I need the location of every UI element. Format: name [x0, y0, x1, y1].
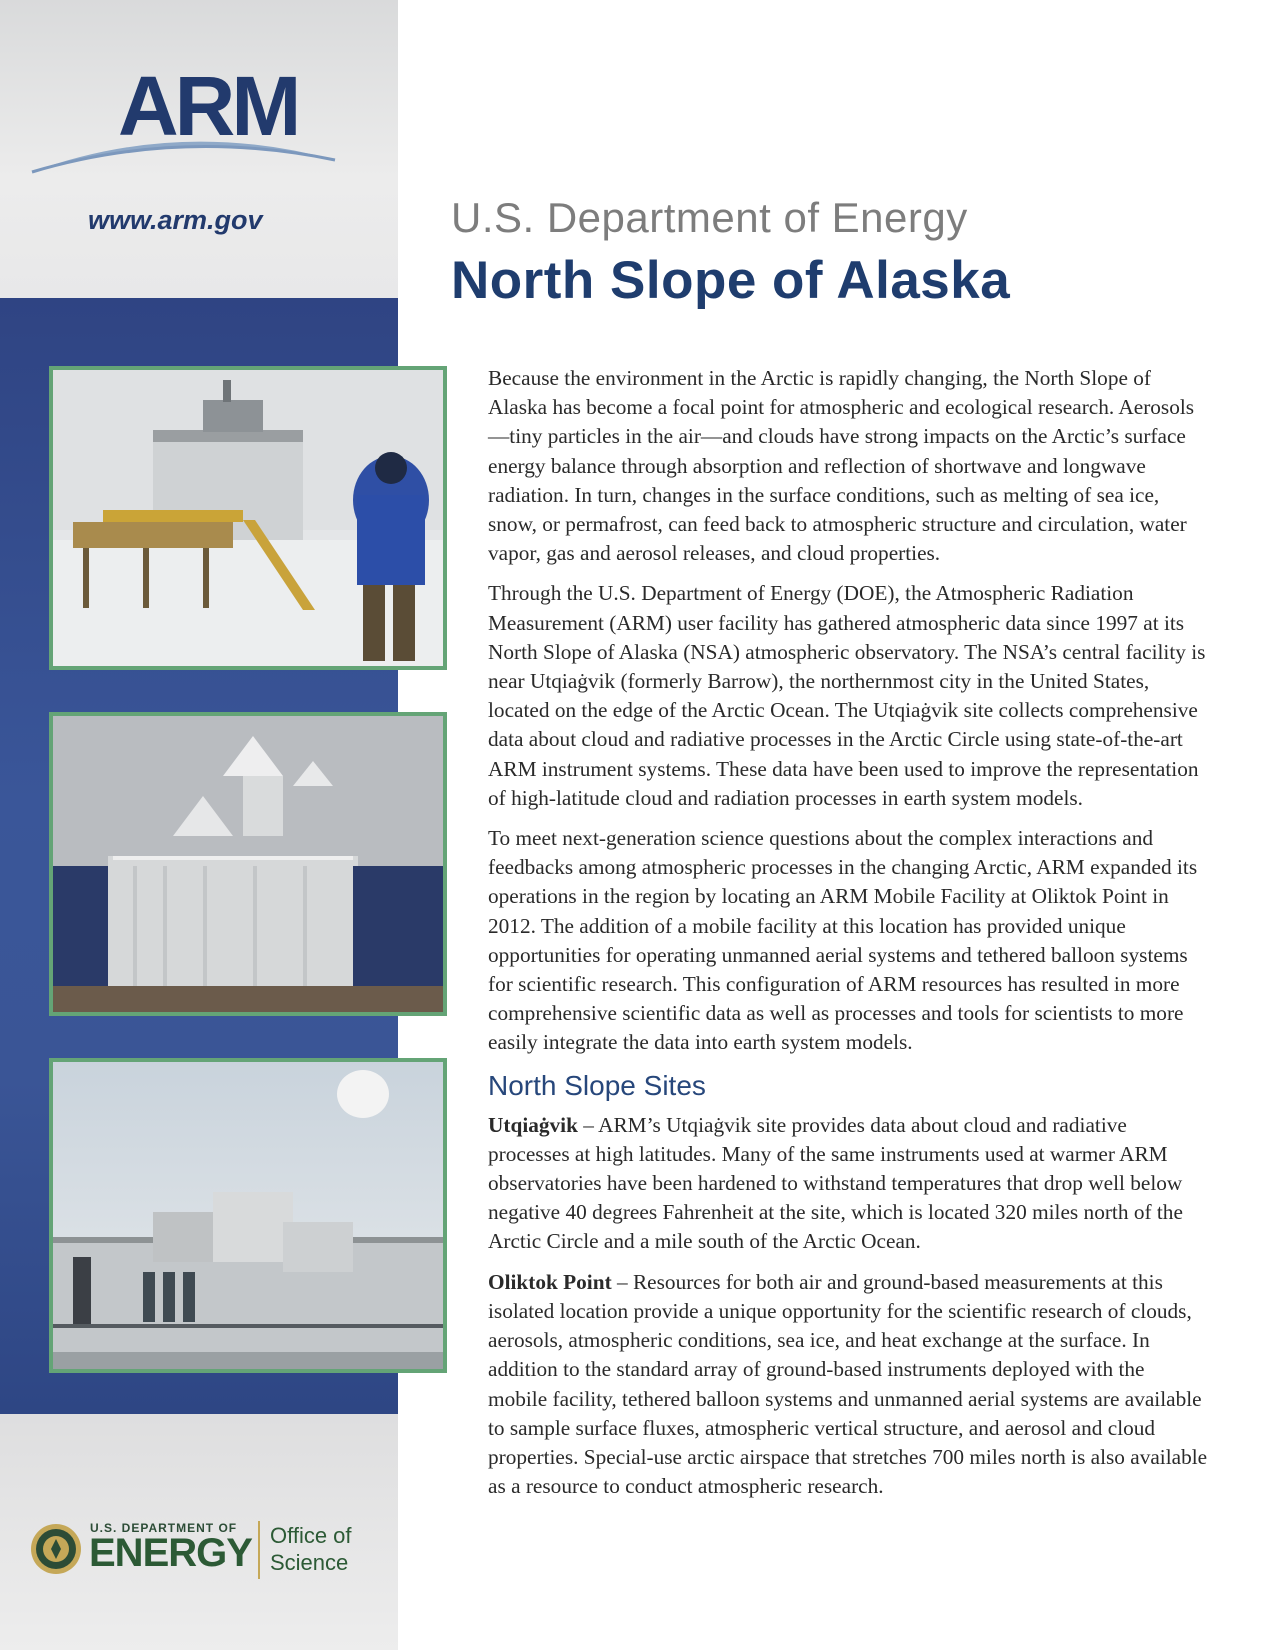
arm-logo-text: ARM — [118, 59, 298, 153]
doe-office-of-science-logo — [30, 1517, 360, 1583]
department-heading: U.S. Department of Energy — [451, 194, 968, 241]
site-oliktok — [488, 1268, 1208, 1502]
site-name: Utqiaġvik — [488, 1112, 578, 1137]
paragraph-expansion: To meet next-generation science questions about the complex interactions and feedbacks among atmospheric processes in the changing Arctic, ARM expanded its operations in the region by locating an ARM Mobile Facility at Oliktok Point in 2012. The addition of a mobile facility at this location has provided unique opportunities for operating unmanned aerial systems and tethered balloon systems for scientific research. This configuration of ARM resources has resulted in more comprehensive scientific data as well as processes and tools for scientists to more easily integrate the data into earth system models. — [488, 826, 1198, 1055]
site-description: – ARM’s Utqiaġvik site provides data about cloud and radiative processes at high latitudes. Many of the same instruments used at warmer ARM observatories have been hardened to withstand temperatures that drop well below negative 40 degrees Fahrenheit at the site, which is located 320 miles north of the Arctic Circle and a mile south of the Arctic Ocean. — [488, 1112, 1183, 1254]
sidebar — [0, 0, 398, 1650]
site-utqiagvik — [488, 1111, 1208, 1257]
paragraph-intro: Because the environment in the Arctic is rapidly changing, the North Slope of Alaska has become a focal point for atmospheric and ecological research. Aerosols—tiny particles in the air—and clouds have strong impacts on the Arctic’s surface energy balance through absorption and reflection of shortwave and longwave radiation. In turn, changes in the surface conditions, such as melting of sea ice, snow, or permafrost, can feed back to atmospheric structure and circulation, water vapor, gas and aerosol releases, and cloud properties. — [488, 366, 1195, 566]
sites-heading: North Slope Sites — [488, 1069, 706, 1101]
site-description: – Resources for both air and ground-based measurements at this isolated location provide a unique opportunity for the scientific research of clouds, aerosols, atmospheric conditions, sea ice, and heat exchange at the surface. In addition to the standard array of ground-based instruments deployed with the mobile facility, tethered balloon systems and unmanned aerial systems are available to sample surface fluxes, atmospheric vertical structure, and aerosol and cloud properties. Special-use arctic airspace that stretches 700 miles north is also available as a resource to conduct atmospheric research. — [488, 1269, 1208, 1499]
office-line-1: Office of — [270, 1523, 352, 1548]
office-of-science-label — [270, 1522, 352, 1576]
logo-divider — [258, 1521, 260, 1579]
doe-dept-label: U.S. DEPARTMENT OF — [90, 1521, 238, 1535]
photo-mobile-facility-containers — [49, 712, 447, 1016]
photo-balloon-launch — [49, 1058, 447, 1373]
arm-logo — [30, 59, 360, 174]
site-name: Oliktok Point — [488, 1269, 612, 1294]
doe-seal-icon — [30, 1523, 82, 1575]
office-line-2: Science — [270, 1550, 349, 1575]
photo-instrument-platform — [49, 366, 447, 670]
website-link[interactable]: www.arm.gov — [88, 205, 263, 235]
paragraph-history: Through the U.S. Department of Energy (DOE), the Atmospheric Radiation Measurement (ARM) user facility has gathered atmospheric data since 1997 at its North Slope of Alaska (NSA) atmospheric observatory. The NSA’s central facility is near Utqiaġvik (formerly Barrow), the northernmost city in the United States, located on the edge of the Arctic Ocean. The Utqiaġvik site collects comprehensive data about cloud and radiative processes in the Arctic Circle using state-of-the-art ARM instrument systems. These data have been used to improve the representation of high-latitude cloud and radiation processes in earth system models. — [488, 581, 1206, 810]
arm-swoosh-icon — [30, 124, 360, 174]
article-body — [488, 364, 1208, 1512]
doe-energy-label: ENERGY — [89, 1531, 252, 1575]
page-title: North Slope of Alaska — [451, 251, 1011, 310]
